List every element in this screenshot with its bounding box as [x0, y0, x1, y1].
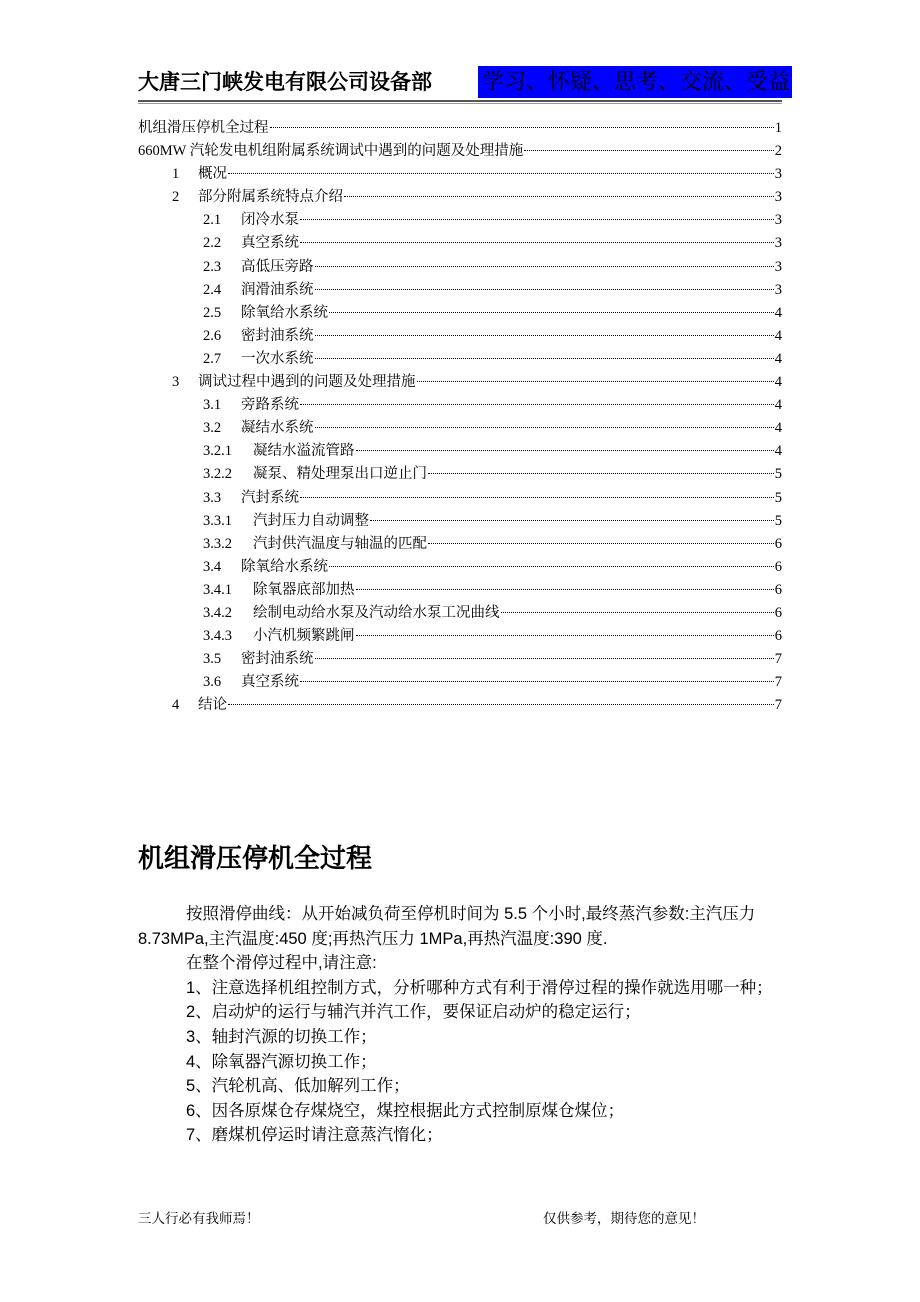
toc-title: 真空系统 — [241, 235, 299, 252]
toc-number: 3.4.1 — [203, 581, 232, 598]
toc-page: 4 — [774, 443, 782, 460]
toc-title: 真空系统 — [241, 674, 299, 691]
section-title: 机组滑压停机全过程 — [138, 844, 373, 874]
toc-page: 7 — [774, 651, 782, 668]
toc-page: 3 — [774, 189, 782, 206]
toc-leader — [356, 635, 774, 636]
paragraph: 5、汽轮机高、低加解列工作； — [186, 1077, 410, 1096]
toc-entry[interactable] — [138, 348, 782, 371]
toc-page: 3 — [774, 166, 782, 183]
toc-leader — [300, 681, 774, 682]
toc-title: 凝泵、精处理泵出口逆止门 — [253, 466, 427, 483]
toc-page: 3 — [774, 212, 782, 229]
paragraph: 4、除氧器汽源切换工作； — [186, 1052, 377, 1071]
toc-leader — [329, 312, 774, 313]
toc-title: 密封油系统 — [241, 651, 314, 668]
toc-number: 2.6 — [203, 327, 222, 344]
toc-title: 结论 — [198, 697, 227, 714]
toc-title: 660MW 汽轮发电机组附属系统调试中遇到的问题及处理措施 — [138, 143, 524, 160]
toc-entry[interactable] — [138, 694, 782, 717]
toc-title: 高低压旁路 — [241, 258, 314, 275]
toc-leader — [315, 335, 774, 336]
toc-page: 6 — [774, 628, 782, 645]
toc-page: 4 — [774, 374, 782, 391]
footer-right: 仅供参考，期待您的意见！ — [543, 1211, 705, 1227]
toc-title: 小汽机频繁跳闸 — [253, 628, 355, 645]
toc-number: 3.4.2 — [203, 604, 232, 621]
paragraph: 7、磨煤机停运时请注意蒸汽惰化； — [186, 1126, 443, 1145]
toc-page: 6 — [774, 535, 782, 552]
toc-leader — [300, 242, 774, 243]
header-rule — [138, 100, 782, 104]
toc-page: 5 — [774, 489, 782, 506]
toc-title: 部分附属系统特点介绍 — [198, 189, 343, 206]
toc-page: 4 — [774, 420, 782, 437]
toc-entry[interactable] — [138, 417, 782, 440]
toc-entry[interactable] — [138, 256, 782, 279]
toc-title: 密封油系统 — [241, 327, 314, 344]
toc-number: 4 — [172, 697, 180, 714]
toc-page: 1 — [774, 120, 782, 136]
toc-leader — [315, 266, 774, 267]
toc-page: 3 — [774, 258, 782, 275]
toc-number: 3.5 — [203, 651, 222, 668]
toc-entry[interactable] — [138, 625, 782, 648]
toc-number: 3.3.2 — [203, 535, 232, 552]
toc-entry[interactable] — [138, 140, 782, 163]
toc-leader — [329, 566, 774, 567]
toc-page: 3 — [774, 281, 782, 298]
toc-leader — [428, 543, 774, 544]
toc-page: 6 — [774, 558, 782, 575]
toc-title: 一次水系统 — [241, 350, 314, 367]
toc-number: 2.2 — [203, 235, 222, 252]
toc-number: 2.7 — [203, 350, 222, 367]
toc-number: 2 — [172, 189, 180, 206]
toc-number: 3.3 — [203, 489, 222, 506]
paragraph: 1、注意选择机组控制方式，分析哪种方式有利于滑停过程的操作就选用哪一种； — [186, 978, 773, 997]
toc-page: 4 — [774, 304, 782, 321]
toc-entry[interactable] — [138, 394, 782, 417]
toc-title: 除氧给水系统 — [241, 304, 328, 321]
toc-title: 凝结水溢流管路 — [253, 443, 355, 460]
toc-title: 闭冷水泵 — [241, 212, 299, 229]
toc-number: 3.2 — [203, 420, 222, 437]
toc-page: 4 — [774, 327, 782, 344]
toc-leader — [428, 473, 774, 474]
toc-title: 绘制电动给水泵及汽动给水泵工况曲线 — [253, 604, 500, 621]
toc-entry[interactable] — [138, 232, 782, 255]
toc-number: 3.2.2 — [203, 466, 232, 483]
toc-page: 5 — [774, 466, 782, 483]
toc-entry[interactable] — [138, 279, 782, 302]
toc-number: 3.4.3 — [203, 628, 232, 645]
toc-entry[interactable] — [138, 487, 782, 510]
toc-entry[interactable] — [138, 510, 782, 533]
toc-leader — [356, 589, 774, 590]
toc-number: 3.4 — [203, 558, 222, 575]
toc-leader — [315, 658, 774, 659]
toc-leader — [315, 358, 774, 359]
toc-title: 除氧给水系统 — [241, 558, 328, 575]
section-body — [138, 902, 788, 1148]
toc-title: 概况 — [198, 166, 227, 183]
header-motto: 学习、怀疑、思考、交流、受益 — [478, 66, 792, 98]
toc-title: 润滑油系统 — [241, 281, 314, 298]
toc-number: 3.1 — [203, 397, 222, 414]
toc-entry[interactable] — [138, 579, 782, 602]
toc-title: 旁路系统 — [241, 397, 299, 414]
toc-leader — [524, 150, 774, 151]
footer-left: 三人行必有我师焉！ — [138, 1211, 260, 1227]
toc-number: 3.3.1 — [203, 512, 232, 529]
toc-title: 汽封压力自动调整 — [253, 512, 369, 529]
toc-entry[interactable] — [138, 325, 782, 348]
toc-number: 1 — [172, 166, 180, 183]
toc-number: 3.2.1 — [203, 443, 232, 460]
toc-leader — [356, 450, 774, 451]
toc-leader — [228, 704, 774, 705]
paragraph: 2、启动炉的运行与辅汽并汽工作，要保证启动炉的稳定运行； — [186, 1003, 641, 1022]
toc-title: 凝结水系统 — [241, 420, 314, 437]
toc-entry[interactable] — [138, 602, 782, 625]
toc-entry[interactable] — [138, 533, 782, 556]
toc-title: 汽封供汽温度与轴温的匹配 — [253, 535, 427, 552]
paragraph: 在整个滑停过程中,请注意: — [186, 954, 377, 973]
toc-entry[interactable] — [138, 671, 782, 694]
toc-page: 2 — [774, 143, 782, 160]
toc-leader — [315, 427, 774, 428]
toc-entry[interactable] — [138, 302, 782, 325]
toc-number: 2.4 — [203, 281, 222, 298]
toc-entry[interactable] — [138, 556, 782, 579]
toc-leader — [344, 196, 774, 197]
paragraph: 3、轴封汽源的切换工作； — [186, 1027, 377, 1046]
toc-page: 3 — [774, 235, 782, 252]
toc-leader — [228, 173, 774, 174]
toc-entry[interactable] — [138, 117, 782, 140]
toc-page: 7 — [774, 674, 782, 691]
toc-page: 6 — [774, 604, 782, 621]
toc-entry[interactable] — [138, 371, 782, 394]
table-of-contents — [138, 117, 782, 717]
toc-number: 3 — [172, 374, 180, 391]
header-org: 大唐三门峡发电有限公司设备部 — [138, 70, 432, 94]
toc-entry[interactable] — [138, 648, 782, 671]
paragraph: 按照滑停曲线：从开始减负荷至停机时间为 5.5 个小时,最终蒸汽参数:主汽压力 8.73MPa,主汽温度:450 度;再热汽压力 1MPa,再热汽温度:390 度. — [138, 905, 756, 948]
toc-entry[interactable] — [138, 186, 782, 209]
toc-page: 4 — [774, 350, 782, 367]
toc-leader — [300, 404, 774, 405]
toc-number: 3.6 — [203, 674, 222, 691]
toc-entry[interactable] — [138, 209, 782, 232]
toc-leader — [501, 612, 774, 613]
toc-leader — [300, 497, 774, 498]
toc-title: 除氧器底部加热 — [253, 581, 355, 598]
toc-page: 5 — [774, 512, 782, 529]
toc-entry[interactable] — [138, 163, 782, 186]
toc-entry[interactable] — [138, 463, 782, 486]
toc-title: 机组滑压停机全过程 — [138, 120, 269, 136]
toc-leader — [417, 381, 774, 382]
toc-page: 6 — [774, 581, 782, 598]
toc-entry[interactable] — [138, 440, 782, 463]
page-header — [138, 64, 792, 98]
toc-number: 2.1 — [203, 212, 222, 229]
toc-page: 4 — [774, 397, 782, 414]
toc-page: 7 — [774, 697, 782, 714]
paragraph: 6、因各原煤仓存煤烧空，煤控根据此方式控制原煤仓煤位； — [186, 1101, 625, 1120]
toc-leader — [315, 289, 774, 290]
toc-leader — [270, 127, 774, 128]
toc-number: 2.3 — [203, 258, 222, 275]
toc-number: 2.5 — [203, 304, 222, 321]
toc-leader — [300, 219, 774, 220]
toc-title: 汽封系统 — [241, 489, 299, 506]
toc-leader — [370, 520, 774, 521]
toc-title: 调试过程中遇到的问题及处理措施 — [198, 374, 416, 391]
